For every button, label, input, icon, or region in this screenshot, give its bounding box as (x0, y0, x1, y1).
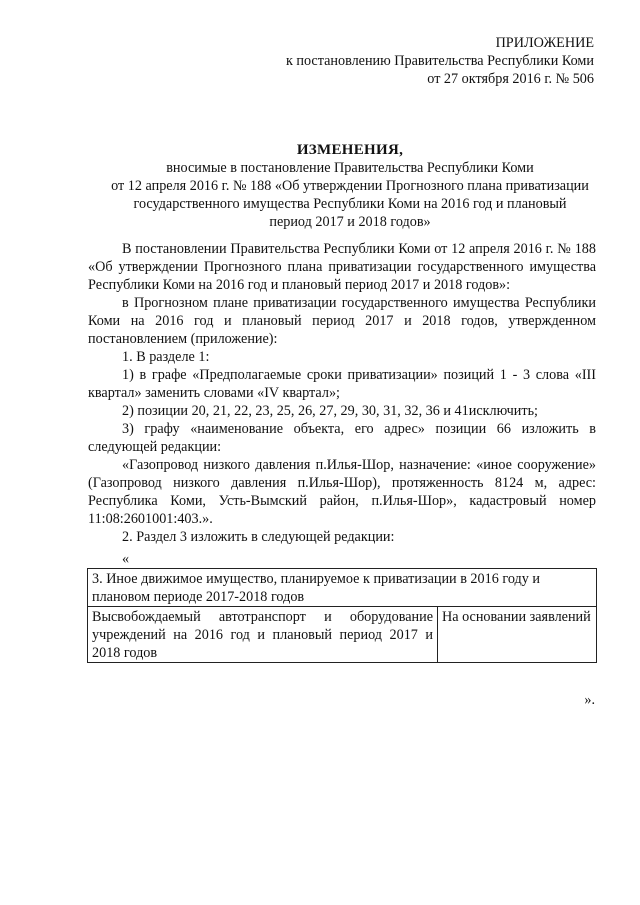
document-title: ИЗМЕНЕНИЯ, (296, 142, 404, 158)
subtitle-line-1: вносимые в постановление Правительства Республики Коми (166, 160, 534, 176)
paragraph: «Газопровод низкого давления п.Илья-Шор, назначение: «иное сооружение» (Газопровод низкого давления п.Илья-Шор), протяженность 8124 м, адрес: Республика Коми, Усть-Вымский район, п.Илья-Шор», кадастровый номер 11:08:2601001:403.». (88, 457, 596, 527)
document-body (88, 240, 596, 546)
table-header-cell: 3. Иное движимое имущество, планируемое к приватизации в 2016 году и плановом периоде 2017-2018 годов (88, 569, 597, 607)
appendix-date: от 27 октября 2016 г. № 506 (427, 71, 594, 87)
subtitle-line-4: период 2017 и 2018 годов» (269, 214, 431, 230)
paragraph: 2) позиции 20, 21, 22, 23, 25, 26, 27, 29, 30, 31, 32, 36 и 41исключить; (122, 403, 538, 419)
table-cell: На основании заявлений (438, 607, 597, 663)
paragraph: в Прогнозном плане приватизации государственного имущества Республики Коми на 2016 год и плановый период 2017 и 2018 годов, утвержденном постановлением (приложение): (88, 295, 596, 347)
subtitle-line-3: государственного имущества Республики Коми на 2016 год и плановый (133, 196, 567, 212)
closing-quote: ». (584, 692, 595, 708)
table-row (88, 607, 597, 663)
paragraph: 1. В разделе 1: (122, 349, 210, 365)
section-3-table (87, 568, 597, 663)
title-block (80, 141, 620, 231)
table-row (88, 569, 597, 607)
opening-quote: « (122, 551, 130, 567)
appendix-label: ПРИЛОЖЕНИЕ (495, 35, 594, 51)
table-cell: Высвобождаемый автотранспорт и оборудование учреждений на 2016 год и плановый период 2017 и 2018 годов (88, 607, 438, 663)
paragraph: В постановлении Правительства Республики Коми от 12 апреля 2016 г. № 188 «Об утверждении Прогнозного плана приватизации государственного имущества Республики Коми на 2016 год и плановый период 2017 и 2018 годов»: (88, 241, 596, 293)
paragraph: 1) в графе «Предполагаемые сроки приватизации» позиций 1 - 3 слова «III квартал» заменить словами «IV квартал»; (88, 367, 596, 401)
paragraph: 3) графу «наименование объекта, его адрес» позиции 66 изложить в следующей редакции: (88, 421, 596, 455)
appendix-reference: к постановлению Правительства Республики Коми (285, 53, 594, 69)
paragraph: 2. Раздел 3 изложить в следующей редакции: (122, 529, 395, 545)
subtitle-line-2: от 12 апреля 2016 г. № 188 «Об утверждении Прогнозного плана приватизации (111, 178, 589, 194)
appendix-header (286, 34, 594, 88)
